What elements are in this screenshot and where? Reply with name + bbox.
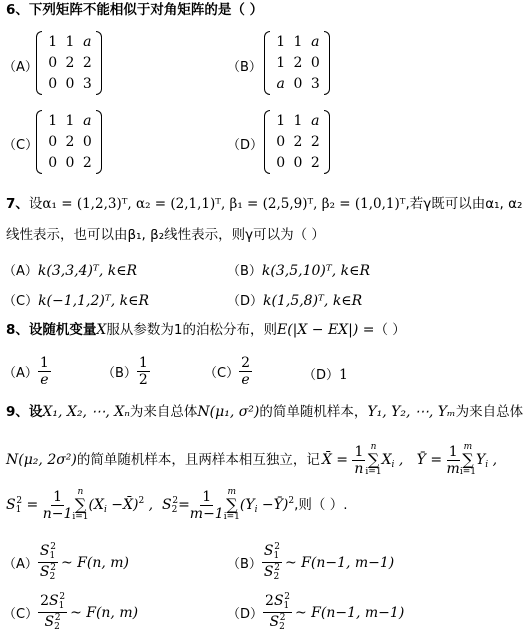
fraction: [38, 543, 58, 582]
frac-num: $2S_1^2$: [40, 592, 66, 611]
matrix-cell: 0: [293, 75, 303, 92]
subscript: 2: [171, 505, 178, 515]
frac-den: m−1: [189, 505, 224, 522]
coefficient: 2: [40, 593, 49, 609]
frac-num: 1: [354, 443, 364, 460]
option-label: （B）: [227, 557, 262, 572]
matrix-cell: 0: [276, 133, 286, 150]
q7-line1: [6, 196, 522, 212]
q6-title: 6、下列矩阵不能相似于对角矩阵的是（ ）: [6, 2, 264, 18]
matrix-cell: 2: [65, 54, 75, 71]
superscript: 2: [288, 496, 295, 506]
superscript: 2: [274, 563, 280, 573]
right-bracket: [324, 110, 330, 174]
q9-sample-x: X₁, X₂, ⋯, Xₙ: [42, 404, 130, 420]
superscript: 2: [50, 563, 56, 573]
sigma: ∑: [367, 450, 380, 469]
q8-option-b: [102, 356, 150, 387]
q6-option-d-label: （D）: [227, 138, 264, 153]
q7-option-c: [3, 290, 149, 309]
matrix-cell: 1: [65, 34, 75, 51]
option-text: k(3,3,4)ᵀ, k∈R: [37, 263, 138, 279]
right-bracket: [324, 31, 330, 95]
subscript: 2: [49, 572, 56, 582]
frac-den: $S_2^2$: [269, 613, 286, 632]
option-label: （D）: [227, 607, 264, 622]
q9-text: 为来自总体: [455, 404, 523, 420]
matrix-cell: 2: [310, 154, 320, 171]
matrix-cell: a: [311, 34, 320, 51]
q6-option-b-label: （B）: [227, 60, 262, 75]
matrix-cell: a: [311, 113, 320, 130]
q7-option-b: [227, 260, 370, 279]
matrix-cell: 3: [310, 75, 320, 92]
q9-option-a: [3, 543, 129, 582]
frac-num: 1: [53, 488, 62, 505]
superscript: 2: [16, 496, 23, 506]
matrix-cell: 1: [48, 113, 58, 130]
option-label: （B）: [102, 366, 137, 381]
fraction: [262, 543, 282, 582]
option-label: （C）: [3, 294, 39, 309]
fraction: [263, 593, 292, 632]
fraction: [38, 356, 51, 387]
option-label: （A）: [3, 557, 38, 572]
matrix-grid: [272, 111, 324, 173]
matrix-cell: 1: [293, 113, 303, 130]
q8-option-c: [204, 356, 252, 387]
q8-expr: E(|X − EX|) =: [276, 322, 375, 338]
fraction: [137, 356, 150, 387]
q9-text: 为来自总体: [129, 404, 198, 420]
q8-var: X: [96, 322, 107, 338]
q9-number: 9、设: [6, 404, 43, 420]
subscript: 1: [15, 505, 22, 515]
right-bracket: [96, 110, 102, 174]
q9-line1: [6, 404, 523, 420]
frac-num: $2S_1^2$: [265, 592, 290, 611]
sum-lower: i=1: [365, 467, 382, 477]
matrix-cell: 2: [65, 133, 75, 150]
q7-line1-suffix: ,若γ既可以由α₁, α₂: [405, 196, 523, 212]
superscript: 2: [138, 496, 145, 506]
q7-line2: 线性表示，也可以由β₁, β₂线性表示，则γ可以为（ ）: [6, 227, 325, 243]
superscript: 2: [172, 496, 179, 506]
q9-text: 的简单随机样本，且两样本相互独立，记: [76, 452, 320, 468]
matrix-cell: 0: [310, 54, 320, 71]
q9-sample-y: Y₁, Y₂, ⋯, Yₘ: [367, 404, 456, 420]
q9-option-c: [3, 593, 138, 632]
matrix-cell: 0: [293, 154, 303, 171]
superscript: 2: [284, 592, 290, 602]
q6-option-b-matrix: [264, 31, 330, 97]
q8-option-a: [3, 356, 51, 387]
q8-title: [6, 322, 406, 338]
q9-option-d: [227, 593, 404, 632]
sum-symbol: [72, 488, 88, 522]
matrix-cell: 3: [82, 75, 92, 92]
matrix-cell: 0: [48, 54, 58, 71]
q9-option-b: [227, 543, 394, 582]
frac-num: $S_1^2$: [39, 542, 56, 561]
subscript: i: [254, 505, 258, 515]
left-bracket: [264, 31, 270, 95]
frac-den: 2: [138, 372, 148, 388]
matrix-cell: 2: [293, 54, 303, 71]
option-label: （A）: [3, 264, 38, 279]
matrix-cell: 2: [293, 133, 303, 150]
sum-upper: m: [227, 487, 237, 497]
subscript: i: [391, 460, 395, 470]
sum-lower: i=1: [223, 512, 240, 522]
matrix-cell: 2: [82, 154, 92, 171]
q8-option-d: [303, 364, 348, 383]
matrix-cell: a: [276, 75, 285, 92]
q9-text: 的简单随机样本，: [259, 404, 368, 420]
option-value: 1: [339, 367, 348, 383]
q7-prefix: 设: [28, 196, 43, 212]
sigma: ∑: [74, 495, 87, 514]
option-label: （A）: [3, 366, 38, 381]
frac-num: 1: [202, 488, 212, 505]
xbar-formula: X̄ = $\frac{1}{n}$ n ∑ i=1 $X_i$ , Ȳ = $\frac{1}{m}$ m ∑ i=1 $Y_i$ ,: [321, 442, 498, 477]
matrix-cell: 1: [276, 113, 286, 130]
q7-vectors: α₁ = (1,2,3)ᵀ, α₂ = (2,1,1)ᵀ, β₁ = (2,5,9)ᵀ, β₂ = (1,0,1)ᵀ: [42, 196, 406, 212]
fraction: [447, 445, 460, 476]
matrix-cell: 0: [276, 154, 286, 171]
option-expr: ~ F(n−1, m−1): [295, 604, 405, 621]
subscript: 2: [279, 622, 285, 632]
matrix-cell: 1: [276, 54, 286, 71]
matrix-cell: 2: [82, 54, 92, 71]
option-text: k(3,5,10)ᵀ, k∈R: [261, 263, 371, 279]
q9-line3-end: ,则（ ）.: [294, 497, 348, 513]
frac-den: n: [354, 460, 364, 477]
sum-lower: i=1: [72, 512, 89, 522]
superscript: 2: [59, 592, 66, 602]
subscript: 1: [283, 601, 290, 611]
sum-symbol: [460, 443, 476, 477]
q9-dist-1: N(μ₁, σ²): [197, 404, 260, 420]
q6-option-c-matrix: [36, 110, 102, 176]
q7-option-a: [3, 260, 137, 279]
sum-upper: n: [77, 487, 84, 497]
superscript: 2: [279, 613, 286, 623]
frac-den: $S_2^2$: [39, 563, 56, 582]
sum-symbol: [365, 443, 381, 477]
sigma: ∑: [462, 450, 474, 469]
left-bracket: [36, 110, 42, 174]
subscript: 2: [273, 572, 280, 582]
matrix-cell: 0: [65, 75, 75, 92]
q9-line2: [6, 443, 497, 477]
matrix-cell: 0: [65, 154, 75, 171]
matrix-cell: 0: [48, 154, 58, 171]
frac-num: 1: [39, 355, 49, 371]
fraction: [239, 356, 252, 387]
frac-num: 2: [241, 355, 250, 371]
matrix-cell: 1: [65, 113, 75, 130]
matrix-grid: [44, 32, 96, 94]
matrix-grid: [44, 111, 96, 173]
q6-option-c-label: （C）: [3, 138, 39, 153]
matrix-grid: [272, 32, 324, 94]
matrix-cell: 0: [48, 75, 58, 92]
superscript: 2: [54, 613, 61, 623]
option-text: k(−1,1,2)ᵀ, k∈R: [38, 293, 150, 309]
q6-option-a-matrix: [36, 31, 102, 97]
subscript: 1: [273, 551, 280, 561]
q8-mid: 服从参数为1的泊松分布，则: [106, 322, 277, 338]
frac-den: n−1: [42, 505, 73, 522]
sum-upper: n: [370, 442, 377, 452]
option-label: （D）: [227, 294, 264, 309]
superscript: 2: [274, 542, 280, 552]
subscript: i: [485, 460, 489, 470]
sum-lower: i=1: [459, 467, 476, 477]
matrix-cell: a: [83, 34, 92, 51]
subscript: 1: [58, 601, 65, 611]
frac-den: m: [446, 460, 460, 477]
matrix-cell: 0: [82, 133, 92, 150]
frac-den: $S_2^2$: [44, 613, 61, 632]
s1-formula: $S_1^2$ = $\frac{1}{n-1}$ n ∑ i=1 ($X_i$ −X̄)$^2$ , $S_2^2=$ $\frac{1}{m-1}$ m ∑ i=1 ($Y_i$ −Ȳ)$^2$: [6, 487, 295, 522]
q7-option-d: [227, 290, 362, 309]
option-label: （B）: [227, 264, 262, 279]
left-bracket: [264, 110, 270, 174]
option-expr: ~ F(n−1, m−1): [284, 554, 395, 571]
frac-den: $S_2^2$: [263, 563, 280, 582]
subscript: 2: [54, 622, 60, 632]
left-bracket: [36, 31, 42, 95]
q8-suffix: （ ）: [374, 322, 406, 338]
q9-line3: [6, 488, 347, 522]
sum-upper: m: [463, 442, 473, 452]
frac-den: e: [241, 372, 250, 388]
fraction: [190, 490, 224, 521]
sum-symbol: [224, 488, 240, 522]
option-label: （D）: [303, 368, 340, 383]
option-text: k(1,5,8)ᵀ, k∈R: [263, 293, 363, 309]
coefficient: 2: [265, 593, 274, 609]
frac-num: $S_1^2$: [263, 542, 280, 561]
q6-option-a-label: （A）: [3, 60, 38, 75]
q6-option-d-matrix: [264, 110, 330, 176]
right-bracket: [96, 31, 102, 95]
option-expr: ~ F(n, m): [60, 554, 129, 571]
q9-dist-2: N(μ₂, 2σ²): [6, 452, 77, 468]
matrix-cell: 0: [48, 133, 58, 150]
matrix-cell: 2: [310, 133, 320, 150]
fraction: [43, 490, 73, 521]
frac-num: 1: [138, 355, 148, 371]
q7-number: 7、: [6, 196, 29, 212]
subscript: i: [103, 505, 107, 515]
q8-prefix: 8、设随机变量: [6, 322, 97, 338]
option-label: （C）: [204, 366, 240, 381]
matrix-cell: 1: [276, 34, 286, 51]
subscript: 1: [49, 551, 56, 561]
superscript: 2: [50, 542, 56, 552]
sigma: ∑: [226, 495, 238, 514]
matrix-cell: 1: [48, 34, 58, 51]
fraction: [352, 445, 365, 476]
matrix-cell: 1: [293, 34, 303, 51]
frac-den: e: [40, 372, 49, 388]
fraction: [38, 593, 67, 632]
option-expr: ~ F(n, m): [70, 604, 139, 621]
option-label: （C）: [3, 607, 39, 622]
matrix-cell: a: [83, 113, 92, 130]
frac-num: 1: [448, 443, 458, 460]
